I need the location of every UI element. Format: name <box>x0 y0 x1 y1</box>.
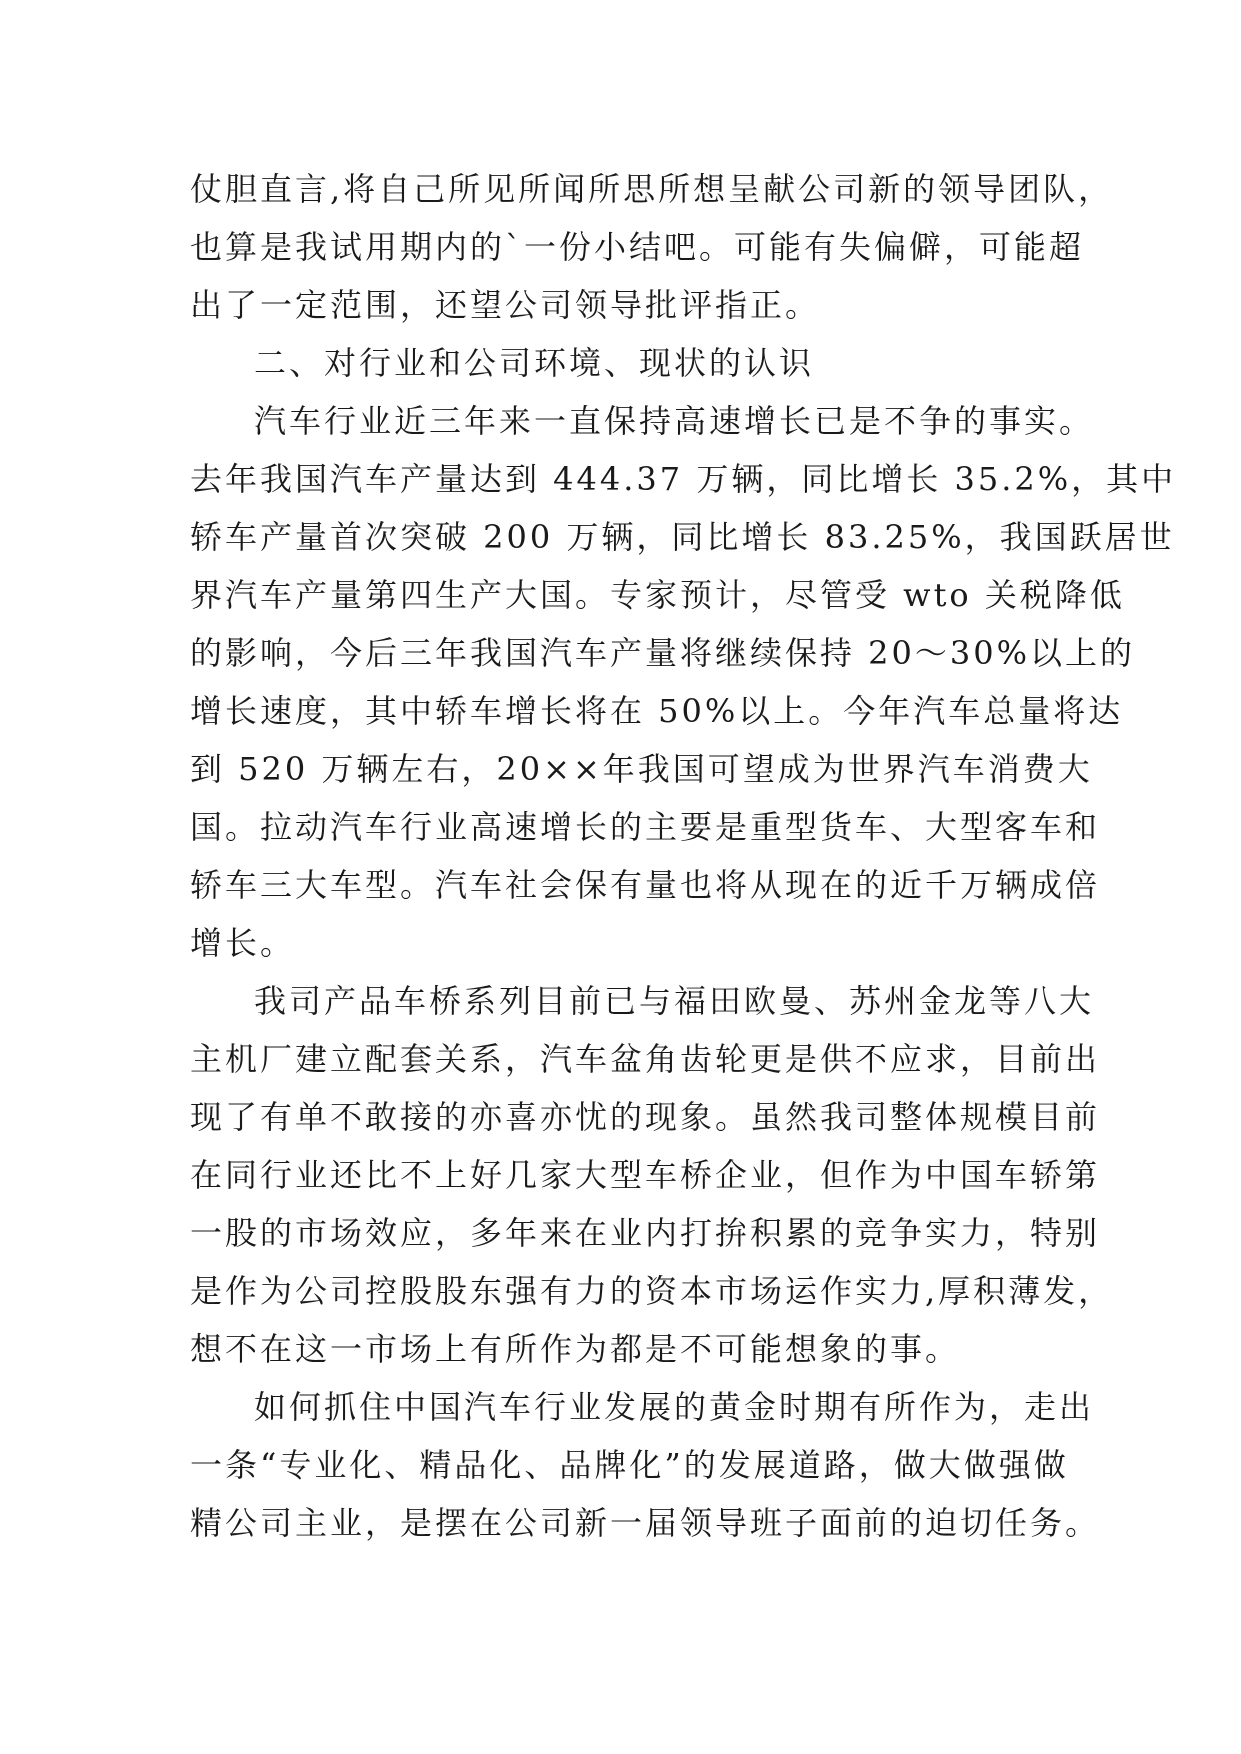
text-line: 一条“专业化、精品化、品牌化”的发展道路，做大做强做 <box>190 1446 1069 1484</box>
text-line: 增长速度，其中轿车增长将在 50%以上。今年汽车总量将达 <box>190 692 1124 730</box>
text-line: 汽车行业近三年来一直保持高速增长已是不争的事实。 <box>254 402 1095 440</box>
section-heading: 二、对行业和公司环境、现状的认识 <box>254 344 815 382</box>
text-line: 我司产品车桥系列目前已与福田欧曼、苏州金龙等八大 <box>254 982 1095 1020</box>
text-line: 增长。 <box>190 924 296 962</box>
text-line: 仗胆直言,将自己所见所闻所思所想呈献公司新的领导团队， <box>190 170 1114 208</box>
text-line: 一股的市场效应，多年来在业内打拚积累的竞争实力，特别 <box>190 1214 1101 1252</box>
text-line: 界汽车产量第四生产大国。专家预计，尽管受 wto 关税降低 <box>190 576 1125 614</box>
text-line: 想不在这一市场上有所作为都是不可能想象的事。 <box>190 1330 961 1368</box>
text-line: 是作为公司控股股东强有力的资本市场运作实力,厚积薄发， <box>190 1272 1114 1310</box>
text-line: 轿车产量首次突破 200 万辆，同比增长 83.25%，我国跃居世 <box>190 518 1175 556</box>
text-line: 的影响，今后三年我国汽车产量将继续保持 20～30%以上的 <box>190 634 1136 672</box>
text-line: 出了一定范围，还望公司领导批评指正。 <box>190 286 821 324</box>
text-line: 也算是我试用期内的`一份小结吧。可能有失偏僻，可能超 <box>190 228 1085 266</box>
text-line: 现了有单不敢接的亦喜亦忧的现象。虽然我司整体规模目前 <box>190 1098 1101 1136</box>
text-line: 在同行业还比不上好几家大型车桥企业，但作为中国车轿第 <box>190 1156 1101 1194</box>
text-line: 主机厂建立配套关系，汽车盆角齿轮更是供不应求，目前出 <box>190 1040 1101 1078</box>
text-line: 轿车三大车型。汽车社会保有量也将从现在的近千万辆成倍 <box>190 866 1101 904</box>
text-line: 精公司主业，是摆在公司新一届领导班子面前的迫切任务。 <box>190 1504 1101 1542</box>
text-line: 去年我国汽车产量达到 444.37 万辆，同比增长 35.2%，其中 <box>190 460 1177 498</box>
text-line: 如何抓住中国汽车行业发展的黄金时期有所作为，走出 <box>254 1388 1095 1426</box>
document-body <box>190 160 1177 1552</box>
text-line: 到 520 万辆左右，20××年我国可望成为世界汽车消费大 <box>190 750 1093 788</box>
text-line: 国。拉动汽车行业高速增长的主要是重型货车、大型客车和 <box>190 808 1101 846</box>
